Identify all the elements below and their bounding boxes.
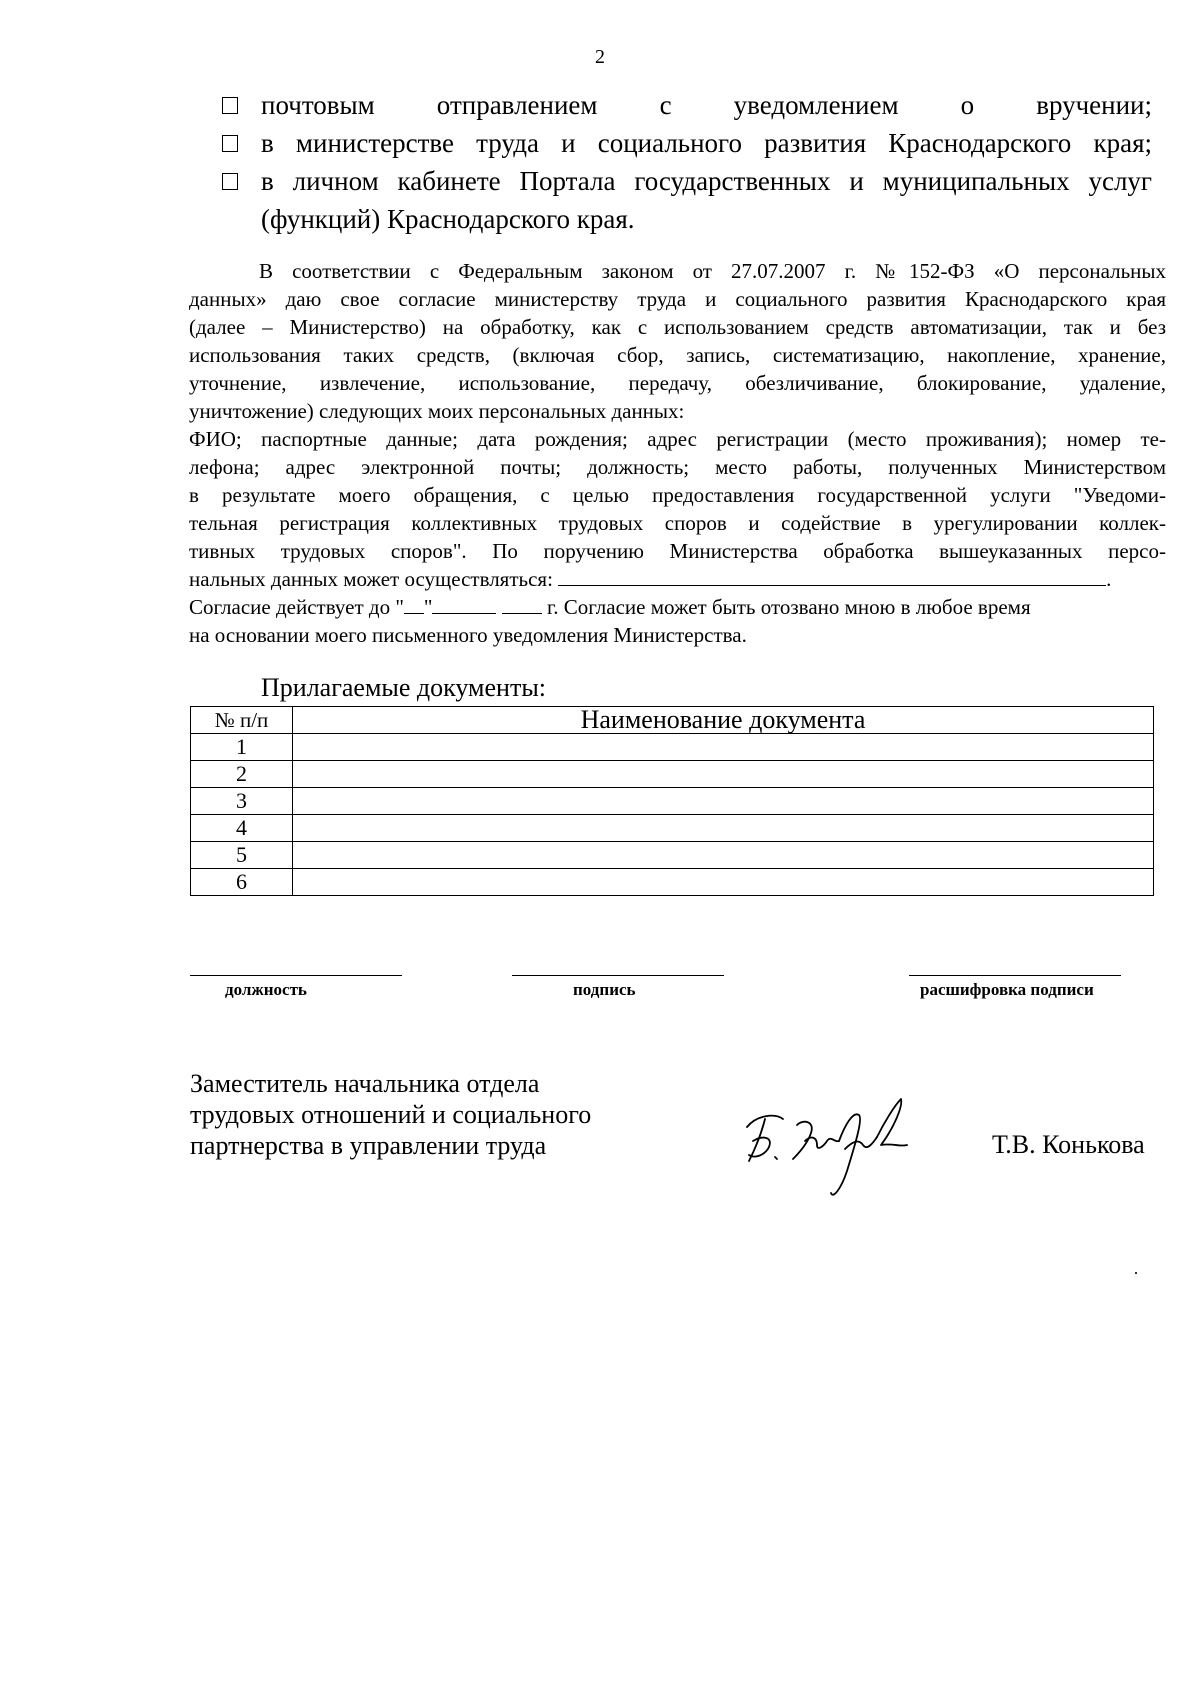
option-portal[interactable] <box>222 162 1152 238</box>
attachments-table <box>190 706 1154 896</box>
option-postal-label: почтовым отправлением с уведомлением о вручении; <box>261 90 1152 120</box>
option-ministry-label: в министерстве труда и социального развития Краснодарского края; <box>261 128 1152 158</box>
scan-speck <box>1135 1272 1137 1274</box>
row-number: 6 <box>191 869 293 896</box>
table-row <box>191 842 1154 869</box>
validity-quote: " <box>423 595 433 619</box>
consent-paragraph <box>189 257 1166 649</box>
page-number: 2 <box>595 46 605 68</box>
row-number: 1 <box>191 734 293 761</box>
row-document-cell[interactable] <box>293 761 1154 788</box>
validity-suffix: г. Согласие может быть отозвано мною в любое время <box>546 595 1031 619</box>
table-header-row <box>191 707 1154 734</box>
decoding-label: расшифровка подписи <box>920 980 1094 999</box>
position-label: должность <box>225 980 307 999</box>
table-row <box>191 761 1154 788</box>
consent-line: тивных трудовых споров". По поручению Министерства обработка вышеуказанных персо- <box>189 539 1166 563</box>
consent-line: В соответствии с Федеральным законом от 27.07.2007 г. №152-ФЗ «О персональных <box>259 259 1166 283</box>
option-portal-label-line2: (функций) Краснодарского края. <box>261 204 635 234</box>
option-portal-label-line1: в личном кабинете Портала государственных и муниципальных услуг <box>261 166 1152 196</box>
table-row <box>191 788 1154 815</box>
position-line[interactable] <box>190 975 402 976</box>
footer-line: Заместитель начальника отдела <box>190 1069 540 1098</box>
checkbox-ministry[interactable] <box>222 135 238 152</box>
consent-line: лефона; адрес электронной почты; должность; место работы, полученных Министерством <box>189 455 1166 479</box>
consent-line: уточнение, извлечение, использование, передачу, обезличивание, блокирование, удаление, <box>189 371 1166 395</box>
checkbox-portal[interactable] <box>222 173 238 190</box>
row-document-cell[interactable] <box>293 842 1154 869</box>
checkbox-postal[interactable] <box>222 97 238 114</box>
footer-position <box>190 1068 591 1161</box>
row-document-cell[interactable] <box>293 869 1154 896</box>
validity-year-field[interactable] <box>502 593 542 614</box>
validity-last-line: на основании моего письменного уведомления Министерства. <box>189 623 747 647</box>
signatory-name: Т.В. Конькова <box>992 1130 1145 1159</box>
col-name-header: Наименование документа <box>293 707 1154 734</box>
footer-line: трудовых отношений и социального <box>190 1100 592 1129</box>
consent-line: в результате моего обращения, с целью предоставления государственной услуги "Уведоми- <box>189 483 1166 507</box>
row-document-cell[interactable] <box>293 788 1154 815</box>
consent-line: тельная регистрация коллективных трудовых споров и содействие в урегулировании коллек- <box>189 511 1166 535</box>
processing-end: . <box>1106 567 1112 591</box>
row-number: 5 <box>191 842 293 869</box>
decoding-line[interactable] <box>909 975 1121 976</box>
consent-line: данных» даю свое согласие министерству труда и социального развития Краснодарского края <box>189 287 1166 311</box>
validity-month-field[interactable] <box>432 593 496 614</box>
table-row <box>191 869 1154 896</box>
consent-line: использования таких средств, (включая сбор, запись, систематизацию, накопление, хранение, <box>189 343 1166 367</box>
validity-label: Согласие действует до " <box>189 595 404 619</box>
handwritten-signature <box>735 1085 935 1205</box>
row-document-cell[interactable] <box>293 815 1154 842</box>
validity-line <box>189 593 1166 621</box>
attachments-title: Прилагаемые документы: <box>261 673 547 702</box>
signature-line[interactable] <box>512 975 724 976</box>
footer-line: партнерства в управлении труда <box>190 1131 547 1160</box>
row-number: 2 <box>191 761 293 788</box>
processing-label: нальных данных может осуществляться: <box>189 567 553 591</box>
validity-day-field[interactable] <box>404 593 424 614</box>
signature-label: подпись <box>573 980 636 999</box>
processing-line <box>189 565 1166 593</box>
table-row <box>191 734 1154 761</box>
col-number-header: № п/п <box>191 707 293 734</box>
table-row <box>191 815 1154 842</box>
consent-line: уничтожение) следующих моих персональных данных: <box>189 399 685 423</box>
consent-line: (далее – Министерство) на обработку, как с использованием средств автоматизации, так и без <box>189 315 1166 339</box>
consent-line: ФИО; паспортные данные; дата рождения; адрес регистрации (место проживания); номер те- <box>189 427 1166 451</box>
row-number: 4 <box>191 815 293 842</box>
row-document-cell[interactable] <box>293 734 1154 761</box>
processing-field[interactable] <box>558 565 1106 586</box>
row-number: 3 <box>191 788 293 815</box>
